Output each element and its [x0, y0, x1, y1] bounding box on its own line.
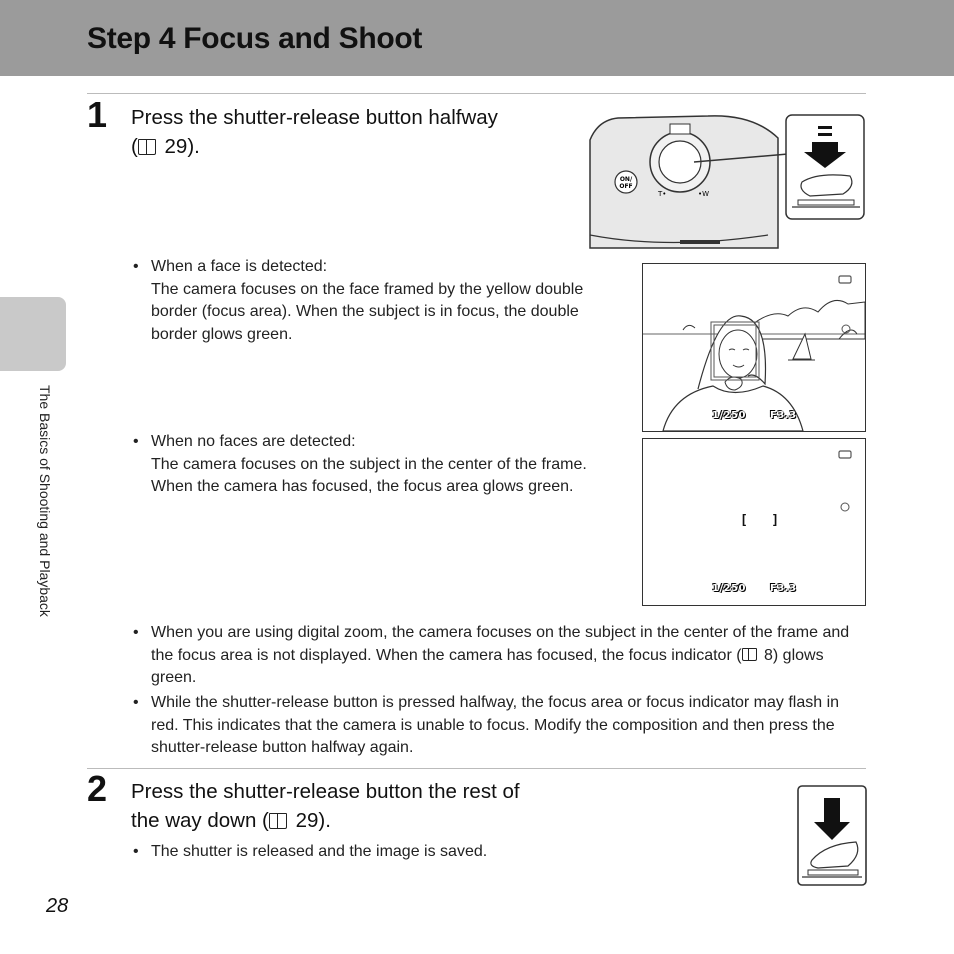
focus-area-bracket: [ ]	[740, 513, 780, 528]
svg-text:T•: T•	[658, 190, 667, 198]
step2-number: 2	[87, 768, 108, 809]
camera-half-press-illustration	[588, 110, 868, 250]
step1-divider	[87, 93, 866, 94]
bullet-dot: •	[133, 624, 139, 641]
step2-divider	[87, 768, 866, 769]
step1-number: 1	[87, 94, 108, 135]
svg-text:•W: •W	[698, 190, 710, 198]
bullet-title: When a face is detected:	[151, 258, 328, 275]
step2-bullet: • The shutter is released and the image is saved.	[151, 841, 611, 864]
svg-text:ON/: ON/	[619, 176, 633, 183]
bullet-face-detected	[133, 256, 611, 346]
face-scene-image	[643, 264, 865, 431]
section-tab	[0, 297, 66, 371]
step1-line1: Press the shutter-release button halfway	[131, 106, 498, 129]
bullet-body: The camera focuses on the face framed by the yellow double border (focus area). When the subject is in focus, the double border glows green.	[151, 280, 584, 343]
svg-text:OFF: OFF	[619, 183, 633, 190]
step2-line2: the way down ( 29).	[131, 809, 331, 832]
book-icon	[742, 648, 757, 661]
face-detection-screen	[642, 263, 866, 432]
shutter-speed-readout: 1/250	[712, 583, 746, 594]
bullet-dot: •	[133, 843, 139, 860]
page-number: 28	[46, 895, 69, 917]
step1-instruction	[131, 103, 571, 161]
book-icon	[269, 813, 287, 829]
no-face-screen	[642, 438, 866, 606]
section-label: The Basics of Shooting and Playback	[37, 385, 53, 617]
step1-line2: ( 29).	[131, 135, 200, 158]
aperture-readout: F3.3	[770, 583, 797, 594]
book-icon	[138, 139, 156, 155]
shutter-speed-readout: 1/250	[712, 410, 746, 421]
note-digital-zoom: • When you are using digital zoom, the camera focuses on the subject in the center of the frame and the focus area is not displayed. When the camera has focused, the focus indicator ( 8) glows green.	[133, 624, 850, 686]
bullet-dot: •	[133, 433, 139, 450]
bullet-title: When no faces are detected:	[151, 433, 356, 450]
page-title: Step 4 Focus and Shoot	[87, 22, 423, 55]
full-press-illustration	[796, 784, 868, 887]
step2-instruction	[131, 777, 601, 835]
bullet-body: The camera focuses on the subject in the center of the frame. When the camera has focused, the focus area glows green.	[151, 455, 587, 495]
bullet-dot: •	[133, 258, 139, 275]
aperture-readout: F3.3	[770, 410, 797, 421]
bullet-no-faces	[133, 431, 621, 499]
step2-line1: Press the shutter-release button the rest of	[131, 780, 520, 803]
note-flash-red: • While the shutter-release button is pressed halfway, the focus area or focus indicator may flash in red. This indicates that the camera is unable to focus. Modify the composition and then press the shutter-release button halfway again.	[133, 694, 840, 756]
bullet-dot: •	[133, 694, 139, 711]
